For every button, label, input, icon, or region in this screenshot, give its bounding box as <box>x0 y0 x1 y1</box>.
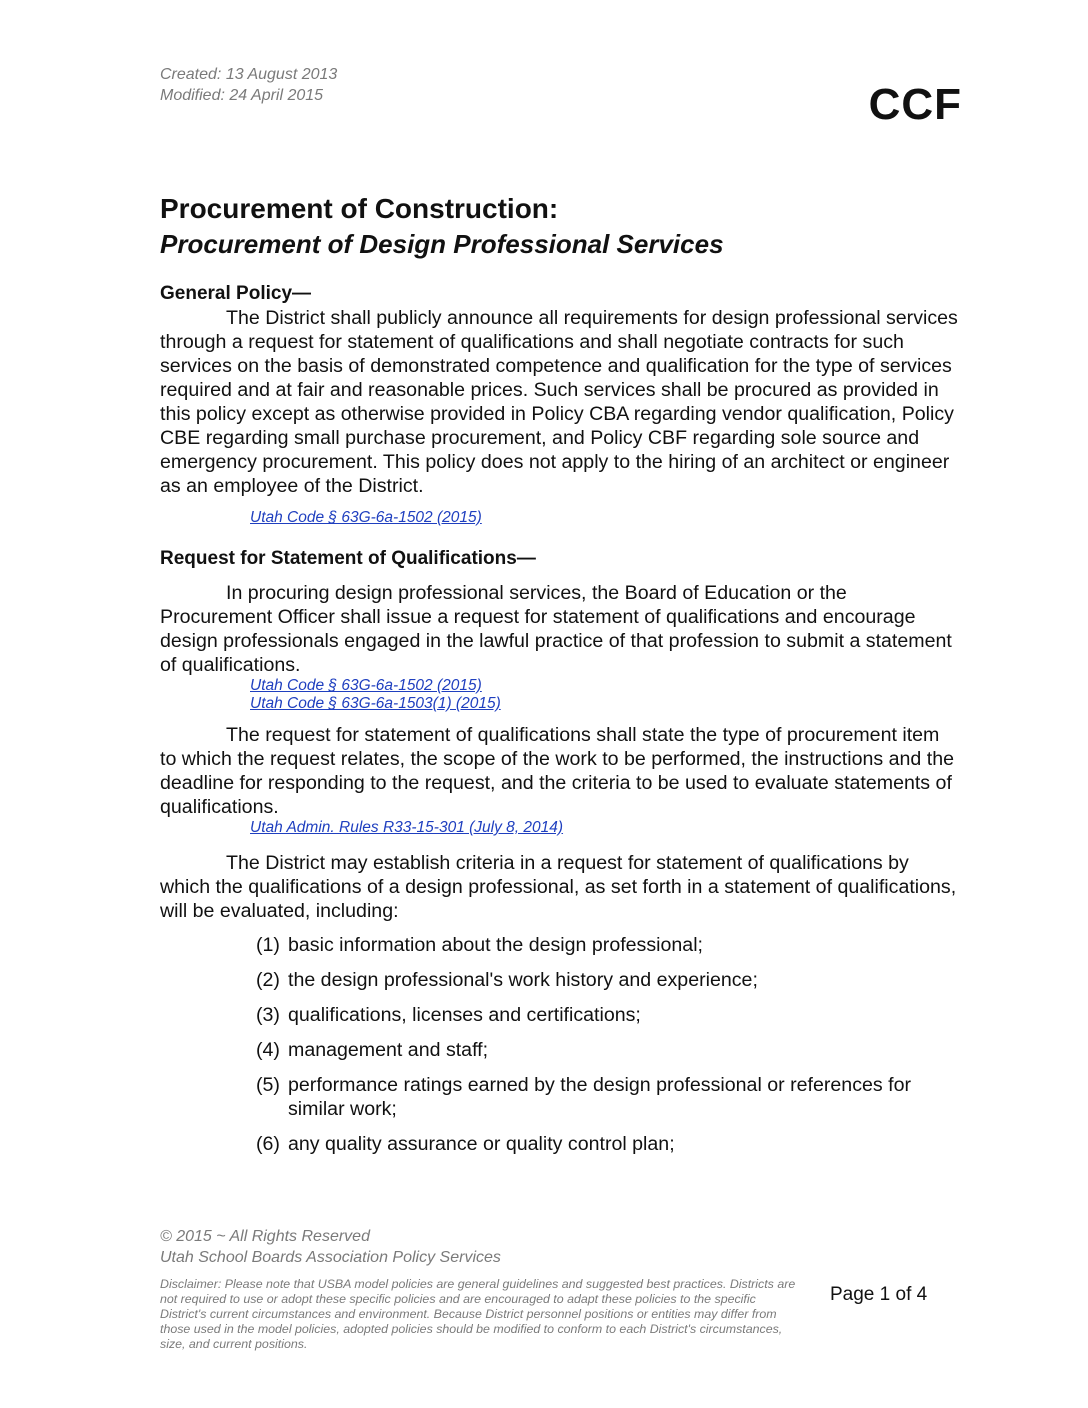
copyright-text: © 2015 ~ All Rights Reserved <box>160 1228 370 1245</box>
list-item <box>256 1073 960 1121</box>
page-subtitle: Procurement of Design Professional Services <box>160 229 724 259</box>
modified-date: Modified: 24 April 2015 <box>160 87 324 104</box>
rsq-paragraph-1: In procuring design professional services, the Board of Education or the Procurement Officer shall issue a request for statement of qualifications and encourage design professionals engaged in the lawful practice of that profession to submit a statement of qualifications. <box>160 582 952 676</box>
list-item <box>256 968 960 992</box>
organization-name: Utah School Boards Association Policy Services <box>160 1249 501 1266</box>
disclaimer-text: Disclaimer: Please note that USBA model policies are general guidelines and suggested best practices. Districts are not required to use or adopt these specific policies and are encouraged to adapt these policies to the specific District's current circumstances and environment. Because District personnel positions or entities may differ from those used in the model policies, adopted policies should be modified to conform to each District's circumstances, size, and current positions. <box>160 1277 796 1351</box>
section-heading-request-for-qualifications: Request for Statement of Qualifications— <box>160 548 536 569</box>
list-item-text: performance ratings earned by the design professional or references for similar work; <box>288 1074 911 1120</box>
policy-code: CCF <box>868 80 962 129</box>
list-item-number: (2) <box>256 969 280 991</box>
list-item-text: management and staff; <box>288 1039 489 1061</box>
list-item-text: any quality assurance or quality control plan; <box>288 1133 675 1155</box>
created-date: Created: 13 August 2013 <box>160 66 338 83</box>
list-item <box>256 1038 960 1062</box>
list-item-number: (1) <box>256 934 280 956</box>
section-heading-general-policy: General Policy— <box>160 283 312 304</box>
document-dates <box>160 64 337 106</box>
list-item-text: basic information about the design professional; <box>288 934 703 956</box>
criteria-list <box>160 933 960 1156</box>
footer-copyright-block <box>160 1226 501 1268</box>
list-item <box>256 1132 960 1156</box>
rsq-paragraph-2: The request for statement of qualifications shall state the type of procurement item to which the request relates, the scope of the work to be performed, the instructions and the deadline for responding to the request, and the criteria to be used to evaluate statements of qualifications. <box>160 724 954 818</box>
policy-body <box>160 282 960 1156</box>
citation-link[interactable]: Utah Admin. Rules R33-15-301 (July 8, 2014) <box>250 819 564 836</box>
page-number: Page 1 of 4 <box>830 1284 928 1305</box>
list-item-number: (4) <box>256 1039 280 1061</box>
general-policy-paragraph: The District shall publicly announce all requirements for design professional services through a request for statement of qualifications and shall negotiate contracts for such services on the basis of demonstrated competence and qualification for the type of services required and at fair and reasonable prices. Such services shall be procured as provided in this policy except as otherwise provided in Policy CBA regarding vendor qualification, Policy CBE regarding small purchase procurement, and Policy CBF regarding sole source and emergency procurement. This policy does not apply to the hiring of an architect or engineer as an employee of the District. <box>160 307 958 497</box>
list-item <box>256 933 960 957</box>
citation-link[interactable]: Utah Code § 63G-6a-1502 (2015) <box>250 677 482 694</box>
list-item-number: (3) <box>256 1004 280 1026</box>
list-item-number: (5) <box>256 1074 280 1096</box>
list-item-number: (6) <box>256 1133 280 1155</box>
list-item-text: the design professional's work history and experience; <box>288 969 758 991</box>
rsq-paragraph-3: The District may establish criteria in a request for statement of qualifications by which the qualifications of a design professional, as set forth in a statement of qualifications, will be evaluated, including: <box>160 852 957 922</box>
page-title: Procurement of Construction: <box>160 193 559 224</box>
list-item <box>256 1003 960 1027</box>
list-item-text: qualifications, licenses and certifications; <box>288 1004 641 1026</box>
citation-link[interactable]: Utah Code § 63G-6a-1502 (2015) <box>250 509 482 526</box>
citation-link[interactable]: Utah Code § 63G-6a-1503(1) (2015) <box>250 695 501 712</box>
